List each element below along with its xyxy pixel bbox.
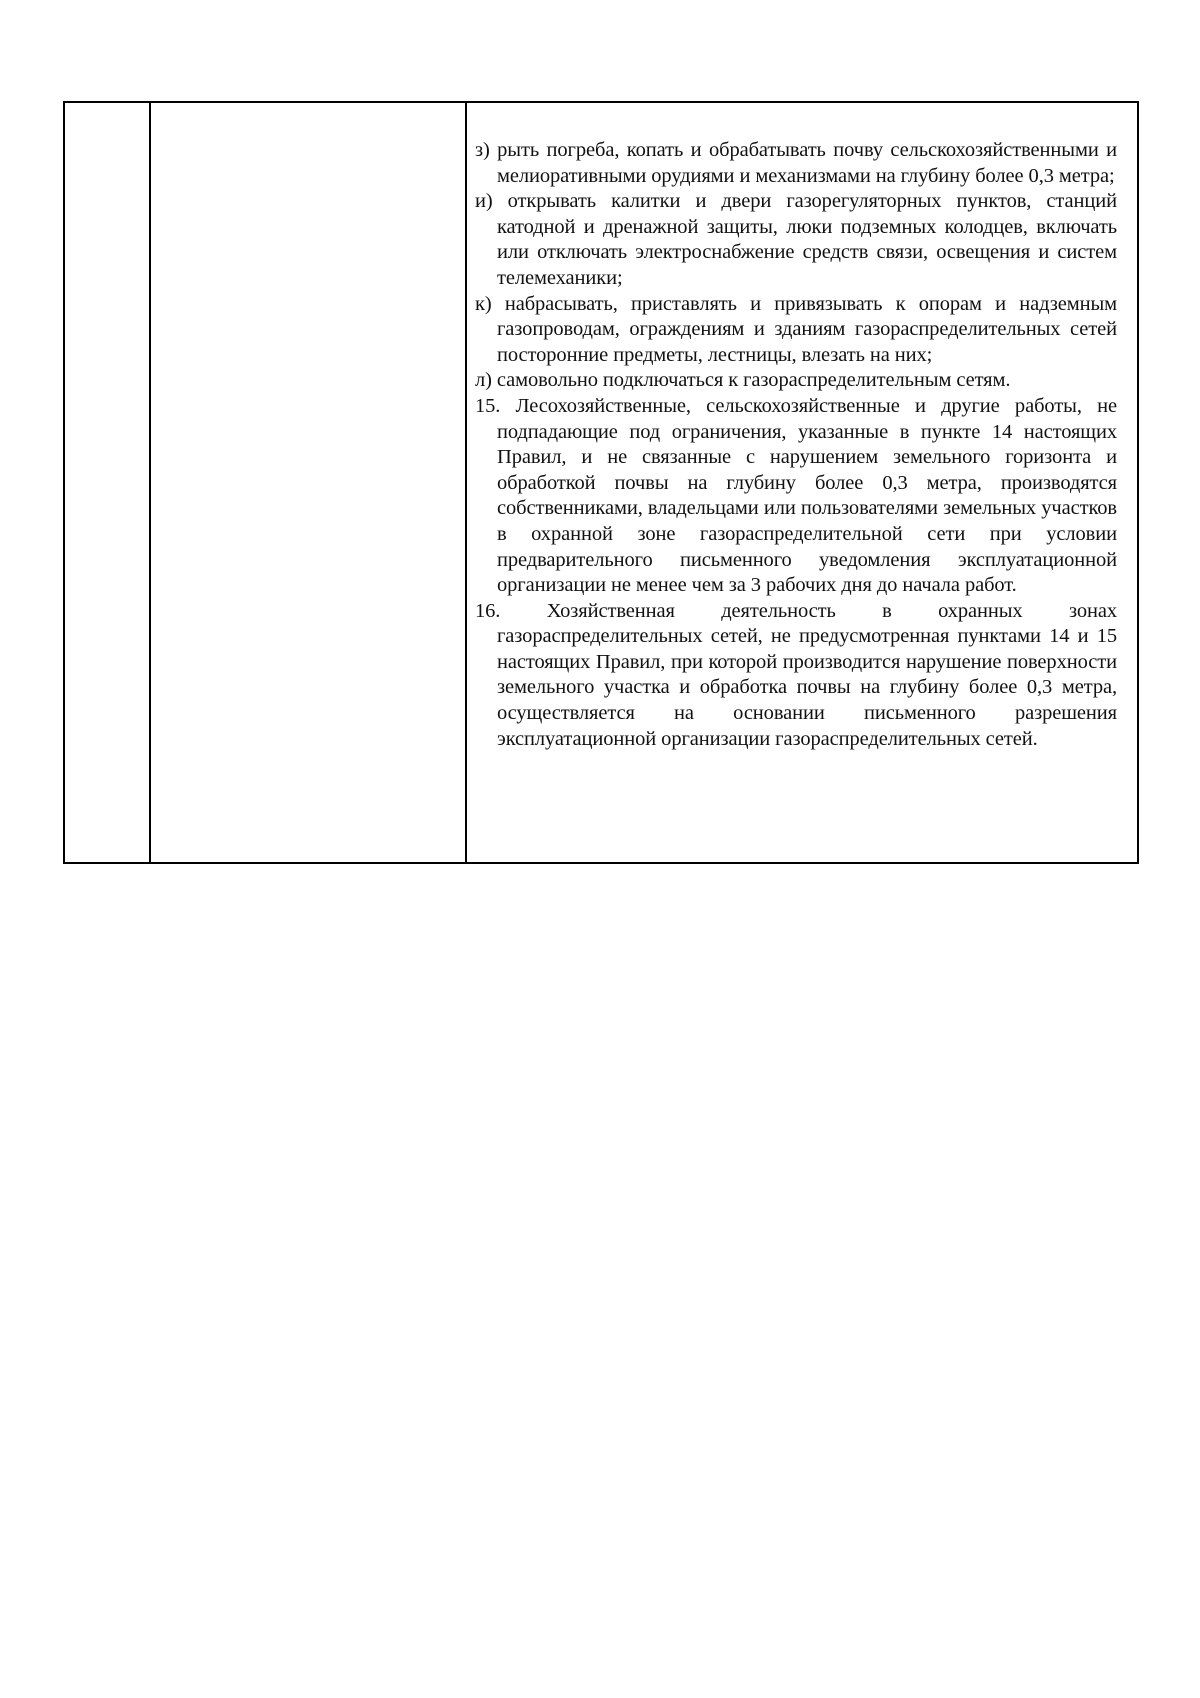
document-table <box>63 101 1139 864</box>
paragraph-15: 15. Лесохозяйственные, сельскохозяйственные и другие работы, не подпадающие под ограничения, указанные в пункте 14 настоящих Правил, и не связанные с нарушением земельного горизонта и обработкой почвы на глубину более 0,3 метра, производятся собственниками, владельцами или пользователями земельных участков в охранной зоне газораспределительной сети при условии предварительного письменного уведомления эксплуатационной организации не менее чем за 3 рабочих дня до начала работ. <box>475 394 1117 597</box>
paragraph-i: и) открывать калитки и двери газорегуляторных пунктов, станций катодной и дренажной защиты, люки подземных колодцев, включать или отключать электроснабжение средств связи, освещения и систем телемеханики; <box>475 190 1117 289</box>
table-cell-content <box>467 103 1137 862</box>
paragraph-16: 16. Хозяйственная деятельность в охранных зонах газораспределительных сетей, не предусмотренная пунктами 14 и 15 настоящих Правил, при которой производится нарушение поверхности земельного участка и обработка почвы на глубину более 0,3 метра, осуществляется на основании письменного разрешения эксплуатационной организации газораспределительных сетей. <box>475 599 1117 750</box>
paragraph-z: з) рыть погреба, копать и обрабатывать почву сельскохозяйственными и мелиоративными орудиями и механизмами на глубину более 0,3 метра; <box>475 139 1117 187</box>
table-cell-number <box>65 103 151 862</box>
paragraph-l: л) самовольно подключаться к газораспределительным сетям. <box>475 369 1011 392</box>
paragraph-k: к) набрасывать, приставлять и привязывать к опорам и надземным газопроводам, ограждениям и зданиям газораспределительных сетей посторонние предметы, лестницы, влезать на них; <box>475 292 1117 366</box>
table-cell-title <box>151 103 467 862</box>
